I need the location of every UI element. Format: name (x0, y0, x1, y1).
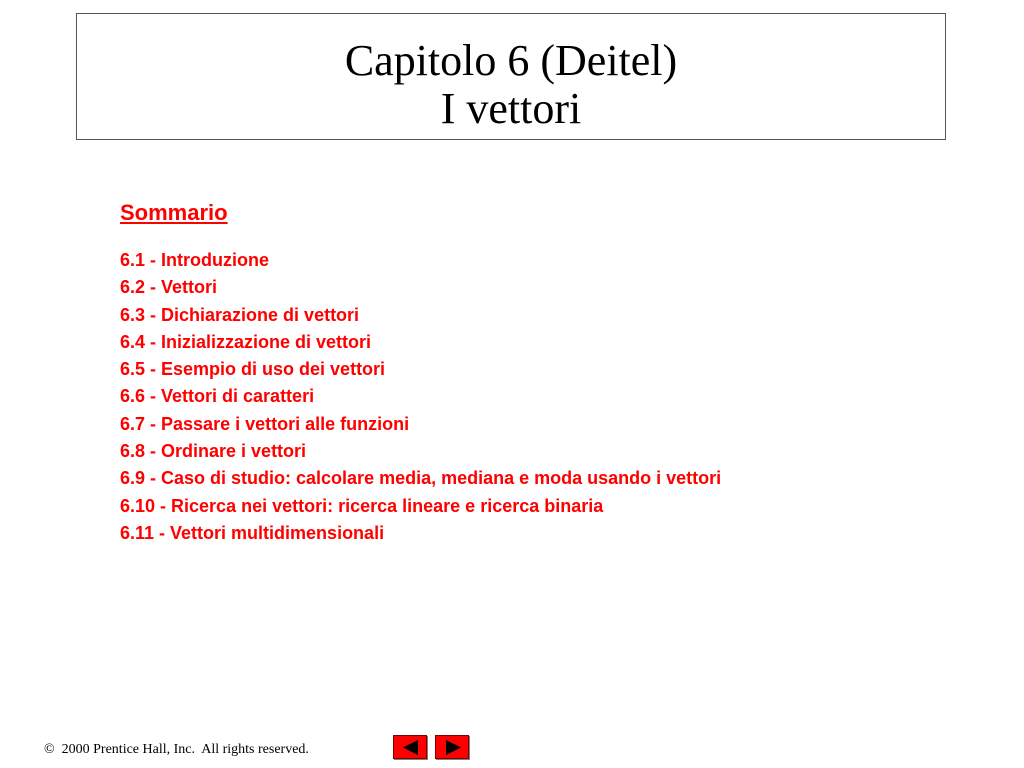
summary-heading: Sommario (120, 200, 228, 225)
title-line-2: I vettori (440, 84, 582, 133)
toc-item: 6.5 - Esempio di uso dei vettori (120, 359, 386, 380)
title-line-1: Capitolo 6 (Deitel) (344, 36, 678, 85)
toc-item: 6.8 - Ordinare i vettori (120, 441, 307, 462)
toc-item: 6.6 - Vettori di caratteri (120, 386, 315, 407)
toc-item: 6.9 - Caso di studio: calcolare media, mediana e moda usando i vettori (120, 468, 722, 489)
triangle-right-icon (436, 736, 470, 760)
copyright-footer: © 2000 Prentice Hall, Inc. All rights reserved. (44, 742, 309, 757)
toc-item: 6.7 - Passare i vettori alle funzioni (120, 413, 410, 434)
toc-item: 6.1 - Introduzione (120, 250, 270, 270)
toc-item: 6.11 - Vettori multidimensionali (120, 522, 385, 543)
title-box (76, 13, 946, 140)
toc-item: 6.3 - Dichiarazione di vettori (120, 304, 360, 325)
previous-slide-button[interactable] (393, 735, 427, 759)
toc-item: 6.10 - Ricerca nei vettori: ricerca lineare e ricerca binaria (120, 495, 604, 516)
toc-item: 6.2 - Vettori (120, 277, 218, 298)
summary-section (120, 197, 721, 547)
toc-list (120, 247, 721, 547)
toc-item: 6.4 - Inizializzazione di vettori (120, 331, 372, 352)
triangle-left-icon (394, 736, 428, 760)
next-slide-button[interactable] (435, 735, 469, 759)
